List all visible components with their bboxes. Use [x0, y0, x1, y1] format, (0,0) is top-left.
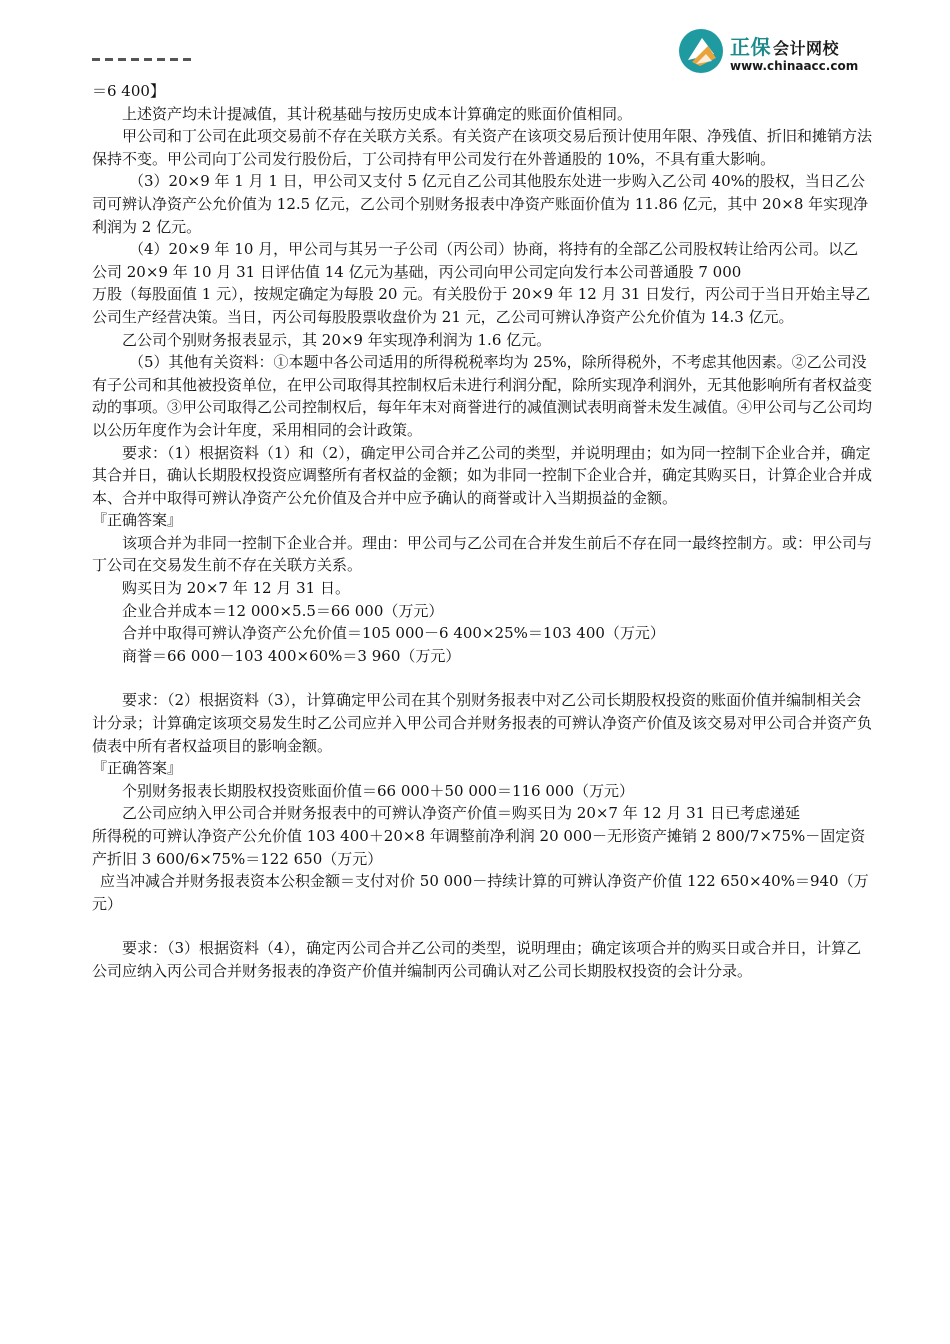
- brand-logo[interactable]: [678, 28, 868, 78]
- paragraph: （4）20×9 年 10 月，甲公司与其另一子公司（丙公司）协商，将持有的全部乙公司股权转让给丙公司。以乙公司 20×9 年 10 月 31 日评估值 14 亿元为基础，丙公司向甲公司定向发行本公司普通股 7 000: [92, 240, 859, 281]
- logo-icon: [678, 28, 724, 74]
- logo-url[interactable]: www.chinaacc.com: [730, 59, 859, 73]
- formula-line: 企业合并成本＝12 000×5.5＝66 000（万元）: [122, 601, 444, 620]
- logo-title: 正保 会计网校: [730, 35, 840, 59]
- requirement-1: 要求：（1）根据资料（1）和（2），确定甲公司合并乙公司的类型，并说明理由；如为同一控制下企业合并，确定其合并日，确认长期股权投资应调整所有者权益的金额；如为非同一控制下企业合并，确定其购买日，计算企业合并成本、合并中取得可辨认净资产公允价值及合并中应予确认的商誉或计入当期损益的金额。: [92, 443, 873, 507]
- cropped-text-fragment: [92, 58, 212, 66]
- paragraph: 该项合并为非同一控制下企业合并。理由：甲公司与乙公司在合并发生前后不存在同一最终控制方。或：甲公司与丁公司在交易发生前不存在关联方关系。: [92, 533, 873, 575]
- formula-line: 乙公司应纳入甲公司合并财务报表中的可辨认净资产价值＝购买日为 20×7 年 12 月 31 日已考虑递延: [122, 804, 800, 823]
- text-line: ＝6 400】: [92, 82, 165, 100]
- paragraph: （3）20×9 年 1 月 1 日，甲公司又支付 5 亿元自乙公司其他股东处进一步购入乙公司 40%的股权，当日乙公司可辨认净资产公允价值为 12.5 亿元，乙公司个别财务报表中净资产账面价值为 11.86 亿元，其中 20×8 年实现净利润为 2 亿元。: [92, 172, 869, 236]
- formula-line: 应当冲减合并财务报表资本公积金额＝支付对价 50 000－持续计算的可辨认净资产价值 122 650×40%＝940（万元）: [92, 872, 869, 913]
- paragraph: 万股（每股面值 1 元），按规定确定为每股 20 元。有关股份于 20×9 年 12 月 31 日发行，丙公司于当日开始主导乙公司生产经营决策。当日，丙公司每股股票收盘价为 21 元，乙公司可辨认净资产公允价值为 14.3 亿元。: [92, 285, 871, 326]
- paragraph: 甲公司和丁公司在此项交易前不存在关联方关系。有关资产在该项交易后预计使用年限、净残值、折旧和摊销方法保持不变。甲公司向丁公司发行股份后，丁公司持有甲公司发行在外普通股的 10%，不具有重大影响。: [92, 127, 873, 168]
- paragraph: （5）其他有关资料：①本题中各公司适用的所得税税率均为 25%，除所得税外，不考虑其他因素。②乙公司没有子公司和其他被投资单位，在甲公司取得其控制权后未进行利润分配，除所实现净利润外，无其他影响所有者权益变动的事项。③甲公司取得乙公司控制权后，每年年末对商誉进行的减值测试表明商誉未发生减值。④甲公司与乙公司均以公历年度作为会计年度，采用相同的会计政策。: [92, 353, 873, 439]
- answer-heading: 『正确答案』: [92, 511, 183, 530]
- requirement-2: 要求：（2）根据资料（3），计算确定甲公司在其个别财务报表中对乙公司长期股权投资的账面价值并编制相关会计分录；计算确定该项交易发生时乙公司应并入甲公司合并财务报表的可辨认净资产价值及该交易对甲公司合并资产负债表中所有者权益项目的影响金额。: [92, 691, 873, 755]
- paragraph: 上述资产均未计提减值，其计税基础与按历史成本计算确定的账面价值相同。: [122, 104, 633, 123]
- document-body: [92, 80, 872, 983]
- formula-line: 所得税的可辨认净资产公允价值 103 400＋20×8 年调整前净利润 20 000－无形资产摊销 2 800/7×75%－固定资产折旧 3 600/6×75%＝122 650（万元）: [92, 827, 866, 868]
- answer-heading: 『正确答案』: [92, 759, 183, 778]
- paragraph: 乙公司个别财务报表显示，其 20×9 年实现净利润为 1.6 亿元。: [122, 330, 552, 349]
- formula-line: 个别财务报表长期股权投资账面价值＝66 000＋50 000＝116 000（万元）: [122, 781, 635, 800]
- formula-line: 合并中取得可辨认净资产公允价值＝105 000－6 400×25%＝103 400（万元）: [122, 624, 665, 643]
- formula-line: 商誉＝66 000－103 400×60%＝3 960（万元）: [122, 646, 461, 665]
- text-line: 购买日为 20×7 年 12 月 31 日。: [122, 579, 350, 598]
- requirement-3: 要求：（3）根据资料（4），确定丙公司合并乙公司的类型，说明理由；确定该项合并的购买日或合并日，计算乙公司应纳入丙公司合并财务报表的净资产价值并编制丙公司确认对乙公司长期股权投资的会计分录。: [92, 939, 862, 980]
